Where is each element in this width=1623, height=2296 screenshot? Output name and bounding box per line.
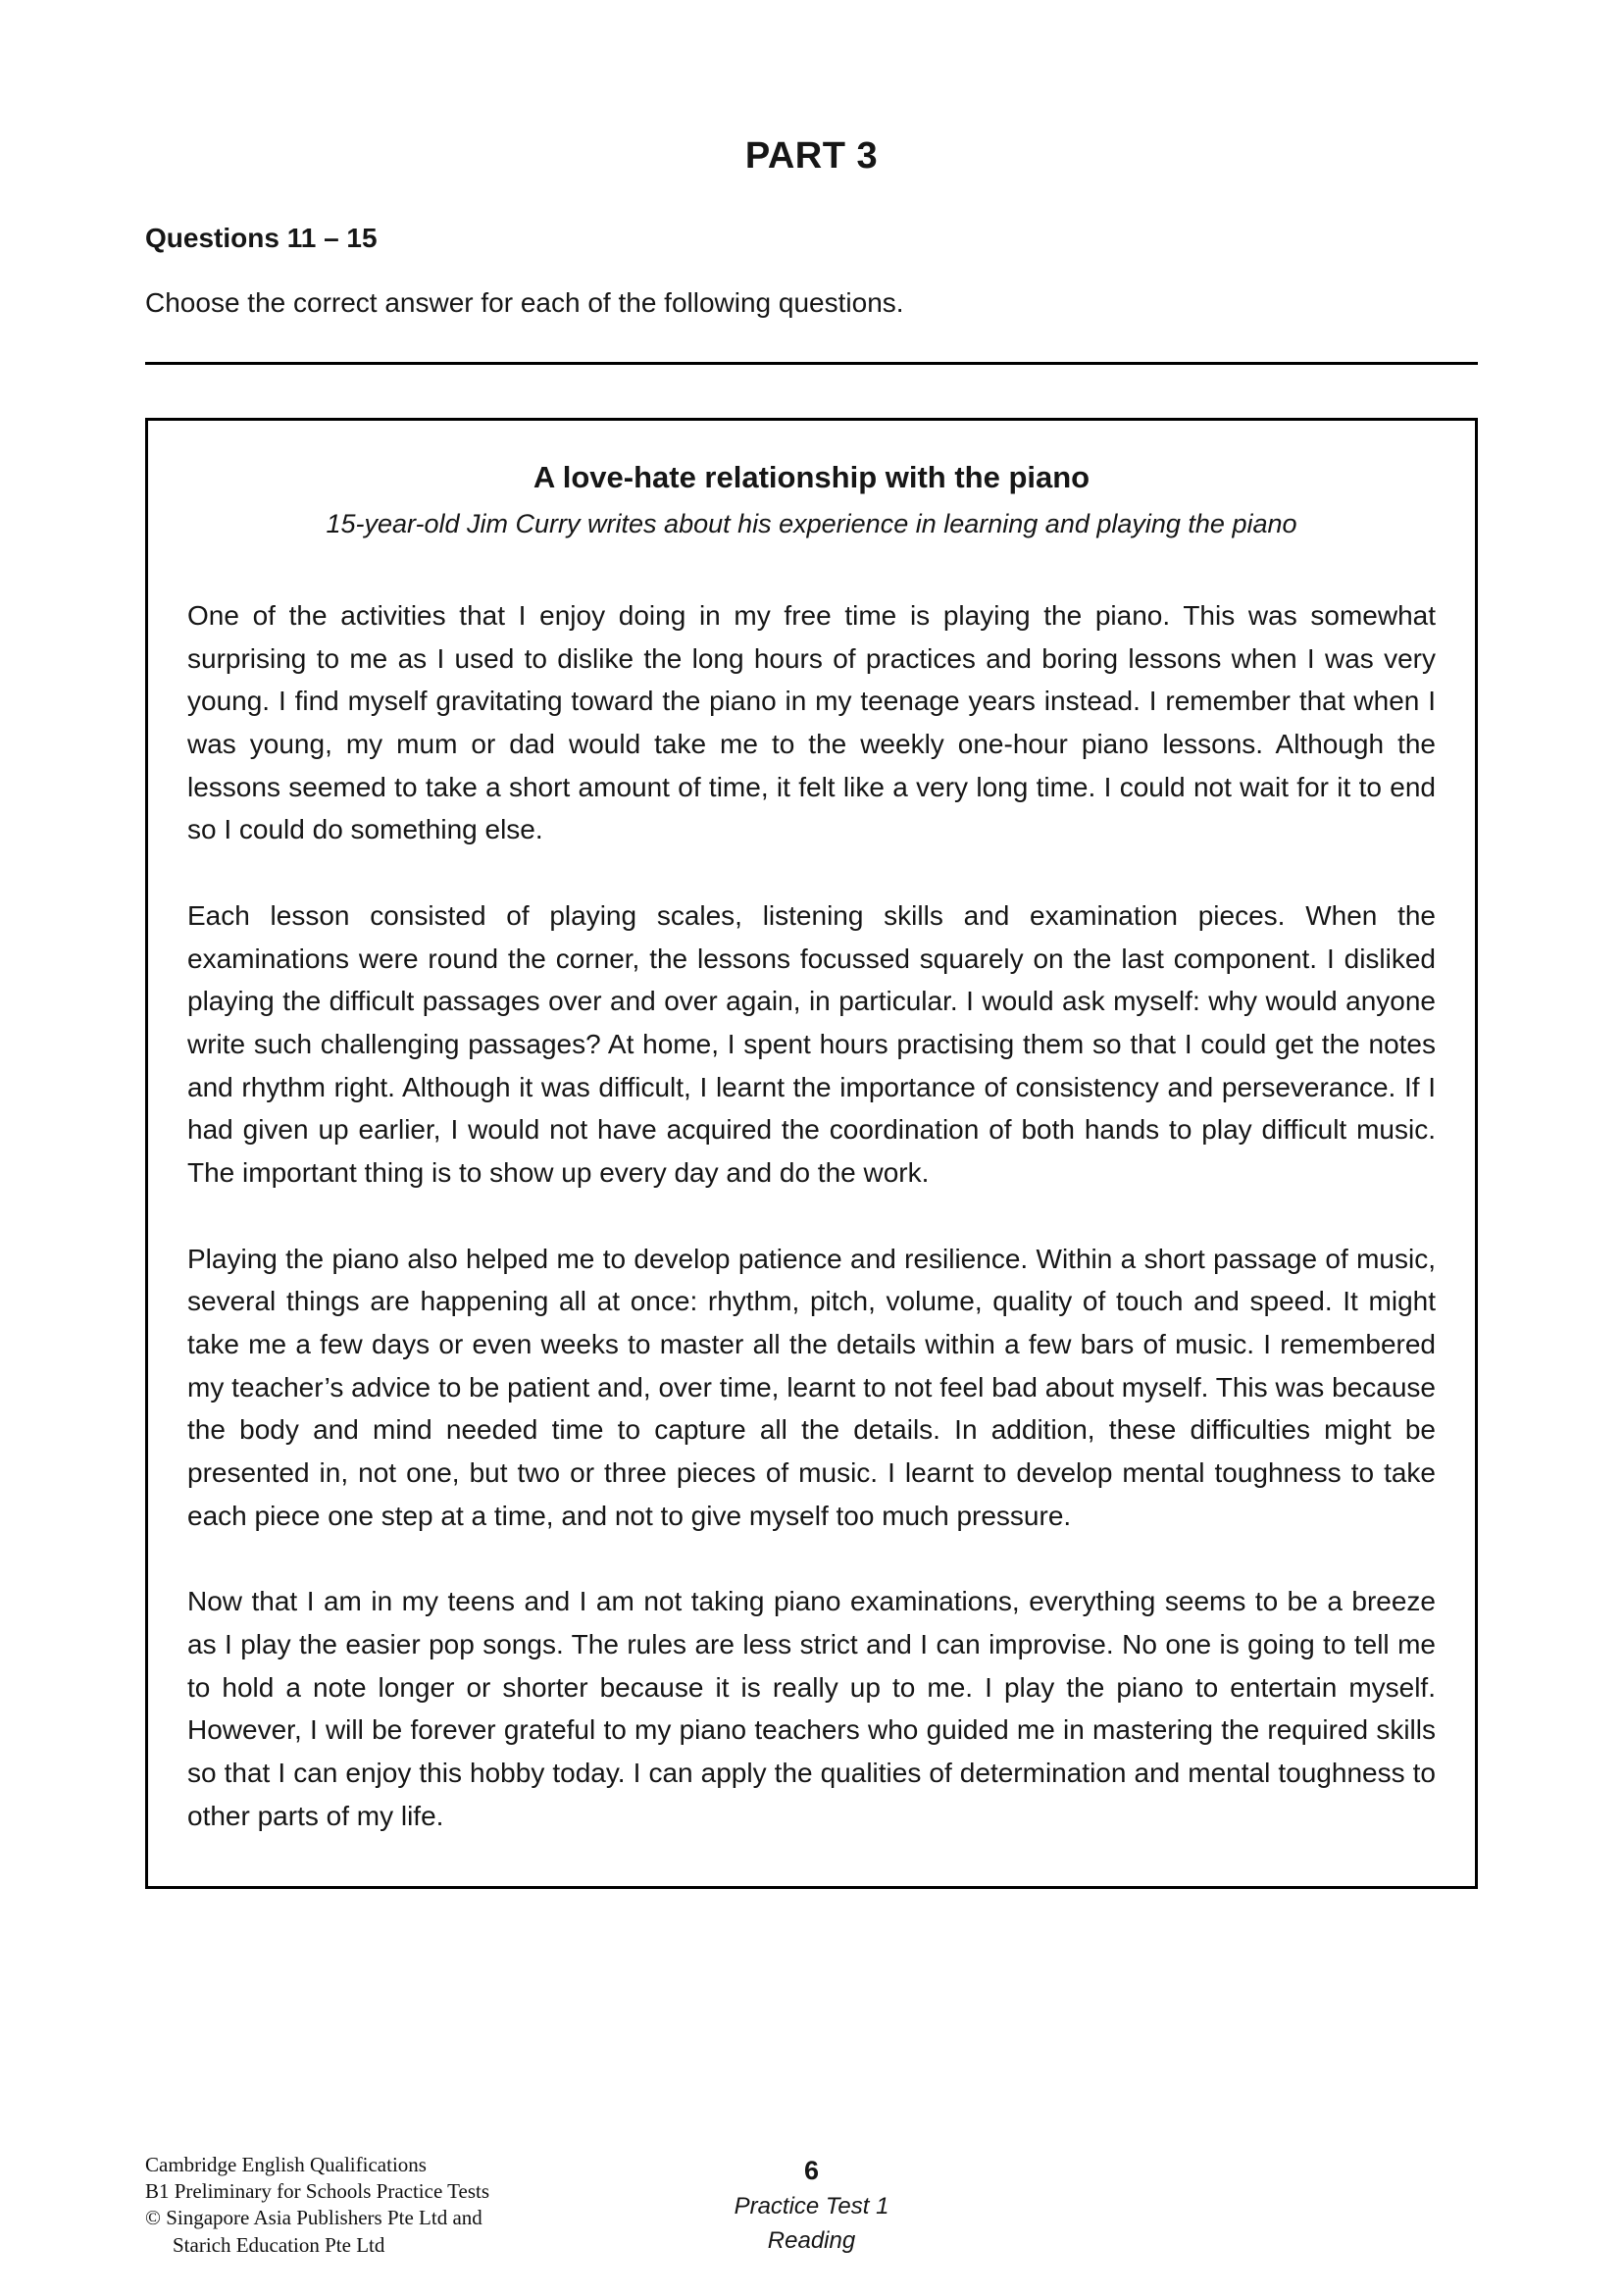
passage-paragraph-1: One of the activities that I enjoy doing in my free time is playing the piano. This was somewhat surprising to me as I used to dislike the long hours of practices and boring lessons when I was very young. I find myself gravitating toward the piano in my teenage years instead. I remember that when I was young, my mum or dad would take me to the weekly one-hour piano lessons. Although the lessons seemed to take a short amount of time, it felt like a very long time. I could not wait for it to end so I could do something else. <box>187 600 1436 845</box>
publisher-info <box>145 2152 489 2259</box>
publisher-line-1: Cambridge English Qualifications <box>145 2152 427 2176</box>
page-footer <box>0 2151 1623 2259</box>
passage-paragraph-4: Now that I am in my teens and I am not taking piano examinations, everything seems to be a breeze as I play the easier pop songs. The rules are less strict and I can improvise. No one is going to tell me to hold a note longer or shorter because it is really up to me. I play the piano to entertain myself. However, I will be forever grateful to my piano teachers who guided me in mastering the required skills so that I can enjoy this hobby today. I can apply the qualities of determination and mental toughness to other parts of my life. <box>187 1586 1436 1831</box>
reading-passage-box <box>145 418 1478 1889</box>
passage-paragraph-2: Each lesson consisted of playing scales, listening skills and examination pieces. When the examinations were round the corner, the lessons focussed squarely on the last component. I disliked playing the difficult passages over and over again, in particular. I would ask myself: why would anyone write such challenging passages? At home, I spent hours practising them so that I could get the notes and rhythm right. Although it was difficult, I learnt the importance of consistency and perseverance. If I had given up earlier, I would not have acquired the coordination of both hands to play difficult music. The important thing is to show up every day and do the work. <box>187 900 1436 1189</box>
page-content <box>145 223 1478 1889</box>
section-divider <box>145 362 1478 365</box>
section-label: Reading <box>767 2227 856 2254</box>
passage-paragraph-3: Playing the piano also helped me to develop patience and resilience. Within a short passage of music, several things are happening all at once: rhythm, pitch, volume, quality of touch and speed. It might take me a few days or even weeks to master all the details within a few bars of music. I remembered my teacher’s advice to be patient and, over time, learnt to not feel bad about myself. This was because the body and mind needed time to capture all the details. In addition, these difficulties might be presented in, not one, but two or three pieces of music. I learnt to develop mental toughness to take each piece one step at a time, and not to give myself too much pressure. <box>187 1243 1436 1531</box>
publisher-line-3: © Singapore Asia Publishers Pte Ltd and <box>145 2206 482 2230</box>
questions-range-heading: Questions 11 – 15 <box>145 223 378 253</box>
page-number: 6 <box>803 2156 820 2185</box>
publisher-line-2: B1 Preliminary for Schools Practice Tests <box>145 2179 490 2204</box>
test-label: Practice Test 1 <box>734 2193 889 2219</box>
passage-title: A love-hate relationship with the piano <box>533 460 1090 494</box>
publisher-line-4: Starich Education Pte Ltd <box>173 2232 385 2257</box>
part-title: PART 3 <box>744 135 879 177</box>
passage-subtitle: 15-year-old Jim Curry writes about his experience in learning and playing the piano <box>326 509 1297 538</box>
instruction-text: Choose the correct answer for each of the following questions. <box>145 287 904 318</box>
page-info <box>735 2156 889 2255</box>
